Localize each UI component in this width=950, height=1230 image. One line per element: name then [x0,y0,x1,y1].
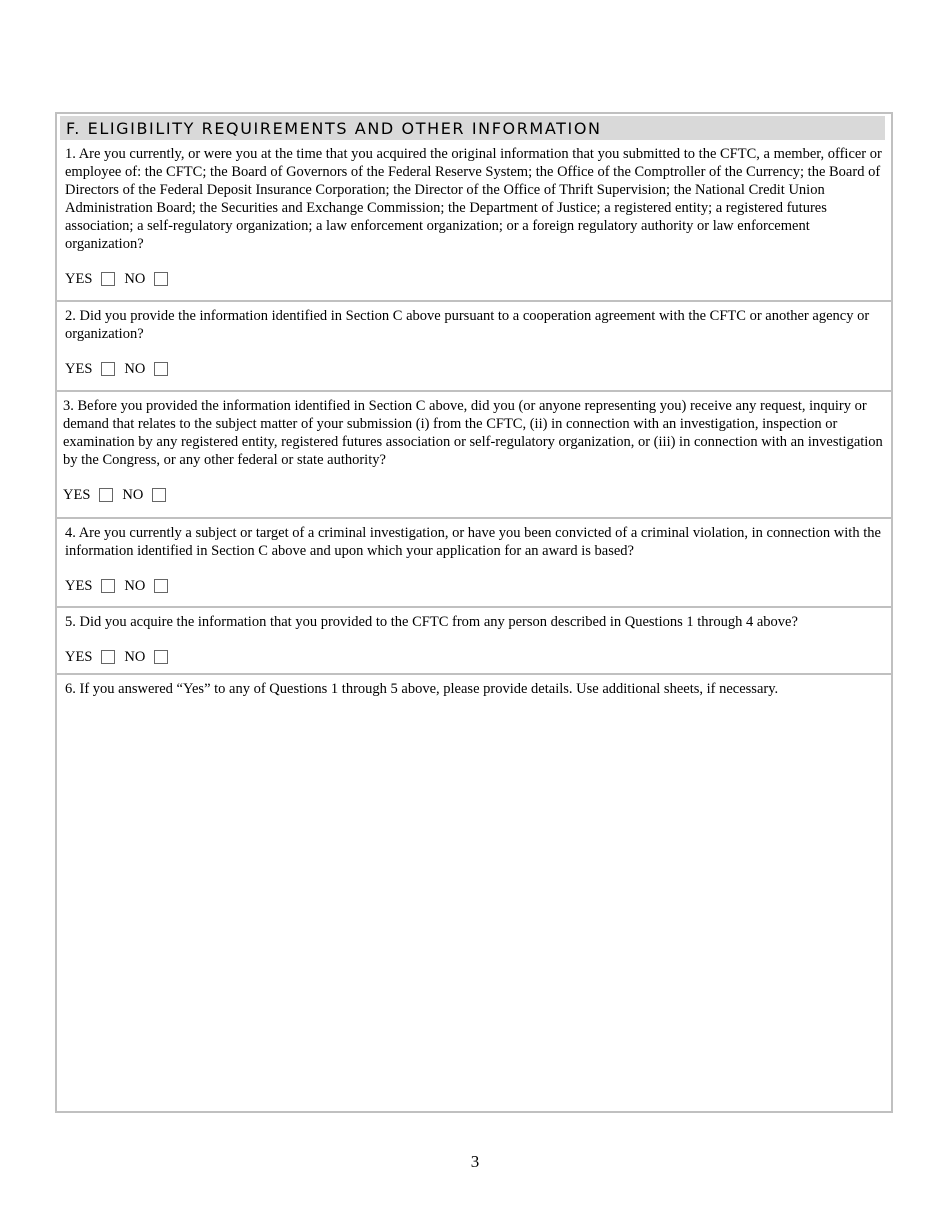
question-5-text: 5. Did you acquire the information that you provided to the CFTC from any person described in Questions 1 through 4 above? [65,614,798,630]
yes-label: YES [65,577,93,594]
eligibility-form [55,112,893,1113]
question-3-answers [63,486,883,504]
question-2-answers [65,360,883,378]
no-label: NO [124,648,146,665]
yes-label: YES [65,648,93,665]
question-6 [57,673,891,1111]
question-6-text: 6. If you answered “Yes” to any of Questions 1 through 5 above, please provide details. Use additional sheets, if necessary. [65,681,779,697]
question-4-answers [65,577,883,595]
yes-label: YES [65,270,93,287]
question-1-yes-checkbox[interactable] [101,272,115,286]
no-label: NO [124,577,146,594]
question-4-text: 4. Are you currently a subject or target of a criminal investigation, or have you been convicted of a criminal violation, in connection with the information identified in Section C above and upon which your application for an award is based? [65,525,881,559]
question-1-text: 1. Are you currently, or were you at the time that you acquired the original information that you submitted to the CFTC, a member, officer or employee of: the CFTC; the Board of Governors of the Federal Reserve System; the Office of the Comptroller of the Currency; the Board of Directors of the Federal Deposit Insurance Corporation; the Director of the Office of Thrift Supervision; the National Credit Union Administration Board; the Securities and Exchange Commission; the Department of Justice; a registered entity; a registered futures association; a self-regulatory organization; a law enforcement organization; or a foreign regulatory authority or law enforcement organization? [65,146,882,252]
question-5-yes-checkbox[interactable] [101,650,115,664]
question-4-yes-checkbox[interactable] [101,579,115,593]
yes-label: YES [65,360,93,377]
question-3 [57,390,891,518]
question-2 [57,300,891,390]
question-3-text: 3. Before you provided the information identified in Section C above, did you (or anyone representing you) receive any request, inquiry or demand that relates to the subject matter of your submission (i) from the CFTC, (ii) in connection with an investigation, inspection or examination by any registered entity, registered futures association or self-regulatory organization, or (iii) in connection with an investigation by the Congress, or any other federal or state authority? [63,398,883,468]
details-text-area[interactable] [57,703,891,1111]
question-5-answers [65,648,883,666]
question-3-yes-checkbox[interactable] [99,488,113,502]
question-2-no-checkbox[interactable] [154,362,168,376]
no-label: NO [124,270,146,287]
no-label: NO [124,360,146,377]
question-1-answers [65,270,883,288]
question-3-no-checkbox[interactable] [152,488,166,502]
page-number: 3 [470,1152,480,1171]
no-label: NO [122,486,144,503]
question-2-text: 2. Did you provide the information identified in Section C above pursuant to a cooperation agreement with the CFTC or another agency or organization? [65,308,870,342]
section-header: F. ELIGIBILITY REQUIREMENTS AND OTHER INFORMATION [60,116,885,140]
question-1-no-checkbox[interactable] [154,272,168,286]
question-5 [57,606,891,674]
yes-label: YES [63,486,91,503]
question-2-yes-checkbox[interactable] [101,362,115,376]
question-5-no-checkbox[interactable] [154,650,168,664]
question-1 [57,140,891,302]
question-4 [57,517,891,606]
question-4-no-checkbox[interactable] [154,579,168,593]
